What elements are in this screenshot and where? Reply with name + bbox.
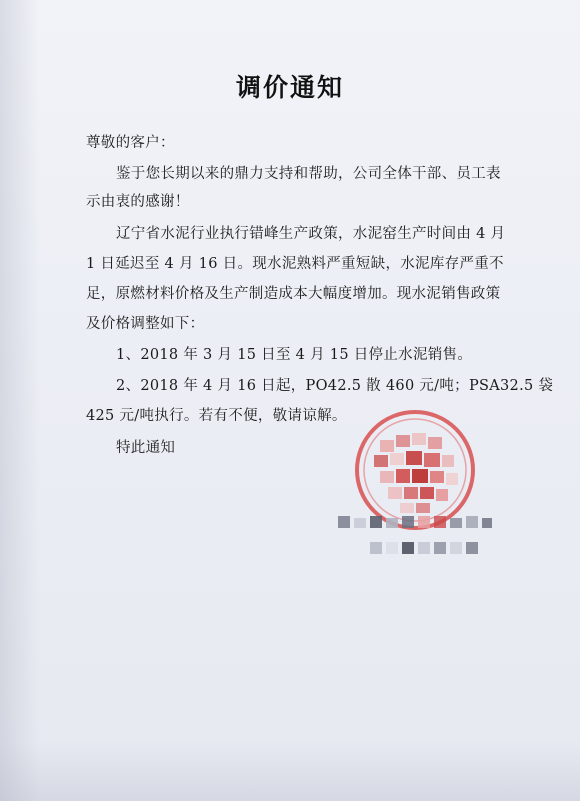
- closing: 特此通知: [116, 440, 176, 456]
- page-shadow: [0, 0, 40, 801]
- salutation: 尊敬的客户：: [86, 135, 175, 151]
- item-1: 1、2018 年 3 月 15 日至 4 月 15 日停止水泥销售。: [116, 347, 473, 363]
- redacted-signature-date: [330, 508, 500, 578]
- paragraph1-line2: 示由衷的感谢！: [86, 194, 190, 210]
- paragraph2-line1: 辽宁省水泥行业执行错峰生产政策，水泥窑生产时间由 4 月: [116, 226, 506, 242]
- paragraph1-line1: 鉴于您长期以来的鼎力支持和帮助，公司全体干部、员工表: [116, 166, 501, 182]
- item-2-line2: 425 元/吨执行。若有不便，敬请谅解。: [86, 408, 347, 424]
- item-2-line1: 2、2018 年 4 月 16 日起，PO42.5 散 460 元/吨；PSA32.5 袋: [116, 378, 554, 394]
- page-shadow-bottom: [0, 741, 580, 801]
- document-title: 调价通知: [235, 73, 344, 102]
- paragraph2-line4: 及价格调整如下：: [86, 316, 205, 332]
- paragraph2-line2: 1 日延迟至 4 月 16 日。现水泥熟料严重短缺，水泥库存严重不: [86, 256, 504, 272]
- paragraph2-line3: 足，原燃材料价格及生产制造成本大幅度增加。现水泥销售政策: [86, 286, 501, 302]
